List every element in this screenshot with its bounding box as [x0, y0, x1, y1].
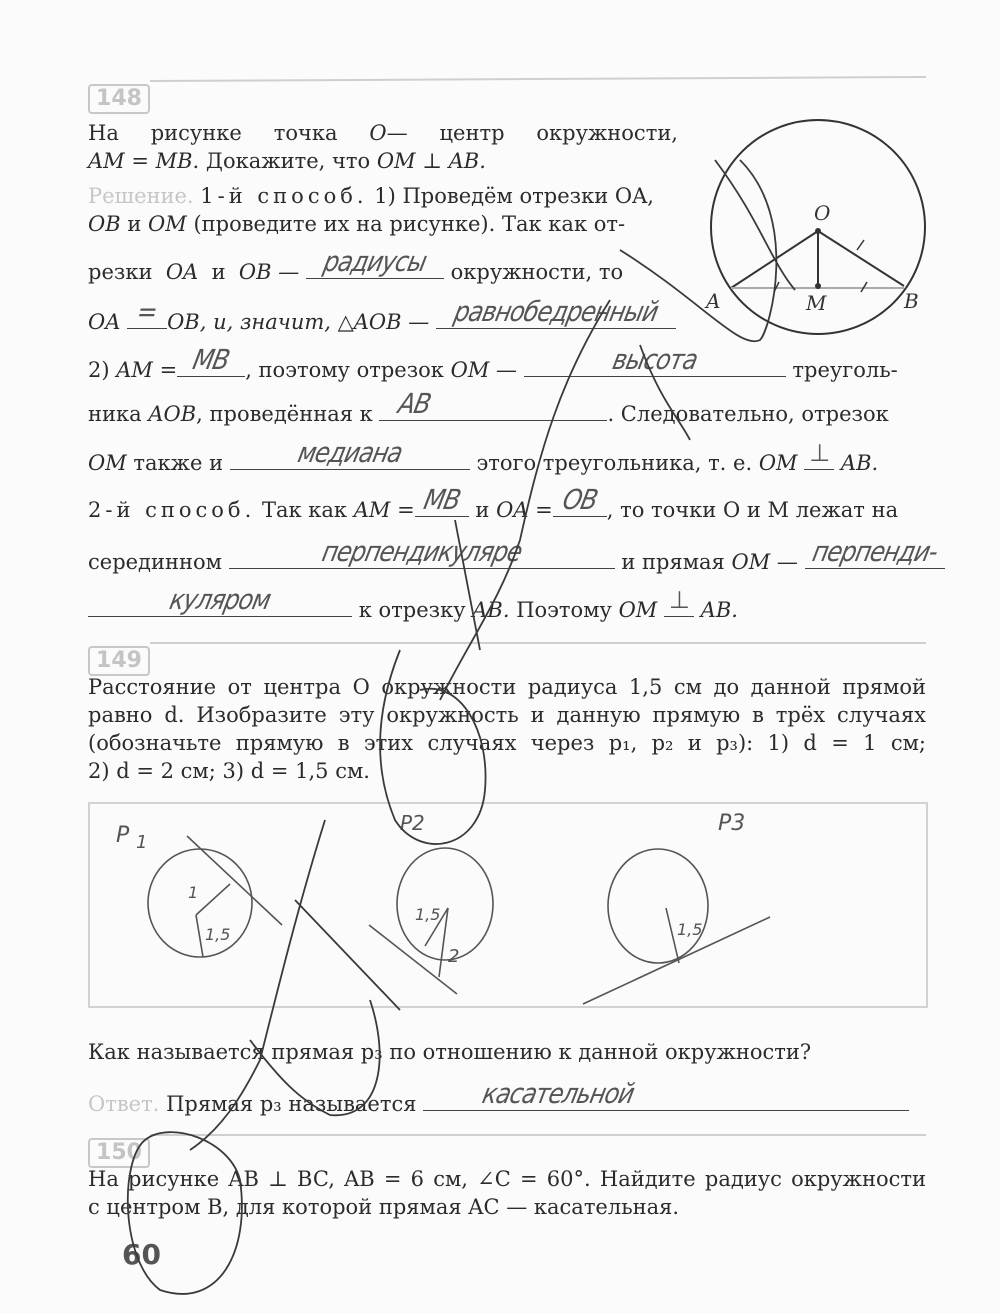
svg-text:P3: P3 — [718, 811, 746, 836]
solution-label: Решение. — [88, 184, 194, 208]
solution-line4: OA = OB, и, значит, △AOB — равнобедренный — [88, 306, 926, 336]
answer-field-height[interactable]: высота — [524, 354, 786, 377]
problem-148-statement-line2: AM = MB. Докажите, что OM ⊥ AB. — [88, 149, 486, 173]
answer-field-mb2[interactable]: MB — [415, 494, 469, 517]
label-B: B — [904, 289, 919, 313]
svg-text:1,5: 1,5 — [677, 920, 703, 939]
answer-field-ob[interactable]: OB — [553, 494, 607, 517]
svg-text:2: 2 — [448, 946, 460, 967]
problem-149-line2: равно d. Изобразите эту окружность и данную прямую в трёх случаях — [88, 703, 926, 727]
answer-field-perpendicular-start[interactable]: перпенди- — [805, 546, 945, 569]
svg-text:1,5: 1,5 — [205, 925, 231, 944]
problem-150-line1: На рисунке AB ⊥ BC, AB = 6 см, ∠C = 60°. Найдите радиус окружности — [88, 1167, 926, 1191]
solution-line2: OB и OM (проведите их на рисунке). Так как от- — [88, 212, 626, 236]
answer-field-radii[interactable]: радиусы — [306, 256, 444, 279]
problem-number-149: 149 — [88, 646, 150, 676]
answer-field-equal[interactable]: = — [127, 306, 167, 329]
label-A: A — [706, 289, 721, 313]
svg-text:P: P — [116, 823, 130, 848]
answer-label: Ответ. — [88, 1092, 160, 1116]
solution-line6: ника AOB, проведённая к AB . Следовательно, отрезок — [88, 387, 889, 426]
problem-149-answer: Ответ. Прямая p₃ называется касательной — [88, 1088, 926, 1118]
answer-field-isosceles[interactable]: равнобедренный — [436, 306, 676, 329]
solution-line9: серединном перпендикуляре и прямая OM — перпенди- — [88, 546, 926, 576]
solution-line8: 2-й способ. Так как AM = MB и OA = OB , то точки O и M лежат на — [88, 483, 899, 522]
pen-scribbles — [128, 160, 795, 1294]
problem-149-line1: Расстояние от центра O окружности радиуса 1,5 см до данной прямой — [88, 675, 926, 699]
answer-field-perp1[interactable]: ⊥ — [804, 447, 834, 470]
solution-line1: Решение. 1-й способ. 1) Проведём отрезки OA, — [88, 184, 654, 208]
problem-number-150: 150 — [88, 1138, 150, 1168]
solution-line3: резки OA и OB — радиусы окружности, то — [88, 245, 624, 284]
answer-field-median[interactable]: медиана — [230, 447, 470, 470]
problem-148-statement-line1: На рисунке точка O— центр окружности, — [88, 121, 678, 145]
problem-149-line3: (обозначьте прямую в этих случаях через p₁, p₂ и p₃): 1) d = 1 см; — [88, 731, 926, 755]
label-O: O — [814, 201, 831, 225]
answer-field-mb[interactable]: MB — [177, 354, 245, 377]
problem-150-line2: с центром B, для которой прямая AC — касательная. — [88, 1195, 680, 1219]
svg-text:1: 1 — [136, 832, 148, 853]
solution-line10: куляром к отрезку AB. Поэтому OM ⊥ AB. — [88, 594, 926, 624]
svg-text:1: 1 — [188, 883, 199, 902]
svg-text:1,5: 1,5 — [415, 905, 441, 924]
solution-line5: 2) AM = MB , поэтому отрезок OM — высота треуголь- — [88, 343, 898, 382]
problem-149-question: Как называется прямая p₃ по отношению к данной окружности? — [88, 1040, 812, 1064]
answer-field-perpendicular-end[interactable]: куляром — [88, 594, 352, 617]
answer-field-perp2[interactable]: ⊥ — [664, 594, 694, 617]
problem-number-148: 148 — [88, 84, 150, 114]
page-number: 60 — [122, 1238, 161, 1271]
answer-field-perpendicular-line[interactable]: перпендикуляре — [229, 546, 615, 569]
svg-text:P2: P2 — [400, 811, 425, 835]
answer-field-ab[interactable]: AB — [379, 398, 607, 421]
solution-line7: OM также и медиана этого треугольника, т. е. OM ⊥ AB. — [88, 436, 879, 475]
answer-field-tangent[interactable]: касательной — [423, 1088, 909, 1111]
label-M: M — [806, 291, 827, 315]
problem-149-line4: 2) d = 2 см; 3) d = 1,5 см. — [88, 759, 370, 783]
